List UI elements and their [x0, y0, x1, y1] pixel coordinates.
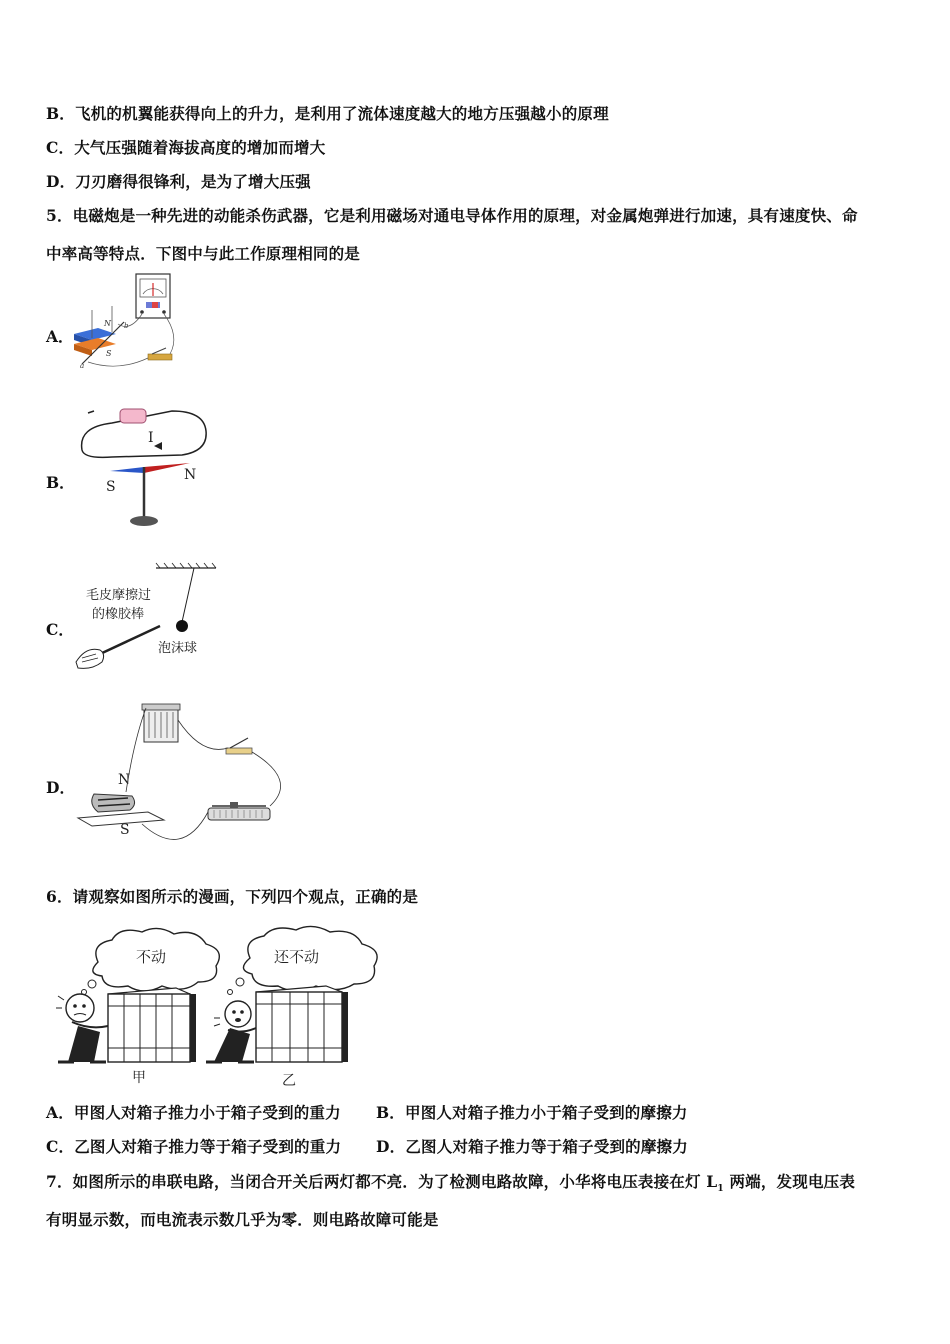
q7-stem-line2: 有明显示数，而电流表示数几乎为零．则电路故障可能是: [46, 1210, 439, 1229]
fig-c-rod-line2: 的橡胶棒: [92, 607, 145, 622]
q6-option-row1: [46, 1101, 688, 1123]
q4-option-b: B．飞机的机翼能获得向上的升力，是利用了流体速度越大的地方压强越小的原理: [46, 104, 609, 123]
q6-option-c: C．乙图人对箱子推力等于箱子受到的重力: [46, 1137, 342, 1156]
q7-stem-part2: 两端，发现电压表: [723, 1172, 856, 1191]
q7-stem-part1: 7．如图所示的串联电路，当闭合开关后两灯都不亮．为了检测电路故障，小华将电压表接在灯 L: [46, 1172, 718, 1191]
fig-b-current-label: I: [148, 430, 154, 446]
q6-option-b: B．甲图人对箱子推力小于箱子受到的摩擦力: [376, 1103, 688, 1122]
fig-c-rod-line1: 毛皮摩擦过: [86, 588, 152, 603]
q7-stem-subscript: 1: [717, 1184, 724, 1195]
q5-stem-line1: 5．电磁炮是一种先进的动能杀伤武器，它是利用磁场对通电导体作用的原理，对金属炮弹进行加速，具有速度快、命: [46, 206, 858, 225]
fig-b-n-label: N: [184, 467, 197, 483]
q5-option-d-label: D．: [46, 778, 75, 797]
q6-bubble-left: 不动: [136, 948, 167, 966]
fig-a-n-label: N: [104, 319, 111, 328]
q5-option-c-label: C．: [46, 620, 74, 639]
q5-option-b-label: B．: [46, 473, 75, 492]
q5-option-a-label: A．: [46, 327, 74, 346]
q5-figure-d-motor-circuit: [72, 700, 297, 848]
q6-caption-right: 乙: [282, 1073, 296, 1089]
q6-option-d: D．乙图人对箱子推力等于箱子受到的摩擦力: [376, 1137, 688, 1156]
q6-option-row2: [46, 1135, 688, 1157]
fig-a-b-label: b: [124, 322, 129, 330]
fig-c-ball-label: 泡沫球: [158, 641, 198, 656]
fig-b-s-label: S: [106, 479, 116, 495]
q6-bubble-right: 还不动: [274, 948, 320, 966]
q6-option-a: A．甲图人对箱子推力小于箱子受到的重力: [46, 1103, 341, 1122]
q4-option-d: D．刀刃磨得很锋利，是为了增大压强: [46, 172, 311, 191]
q6-stem: 6．请观察如图所示的漫画，下列四个观点，正确的是: [46, 887, 419, 906]
q5-figure-c-charged-rod: [72, 562, 222, 677]
fig-d-n-label: N: [118, 772, 131, 788]
q6-caption-left: 甲: [132, 1070, 146, 1086]
q5-figure-a-generator: [68, 272, 188, 372]
q4-option-c: C．大气压强随着海拔高度的增加而增大: [46, 138, 326, 157]
q6-cartoon: [50, 922, 388, 1090]
fig-a-a-label: a: [80, 362, 85, 370]
q5-stem-line2: 中率高等特点．下图中与此工作原理相同的是: [46, 244, 361, 263]
q5-figure-b-oersted: [72, 405, 212, 530]
fig-a-s-label: S: [106, 349, 112, 358]
fig-d-s-label: S: [120, 822, 130, 838]
q7-stem-line1: [46, 1170, 855, 1194]
